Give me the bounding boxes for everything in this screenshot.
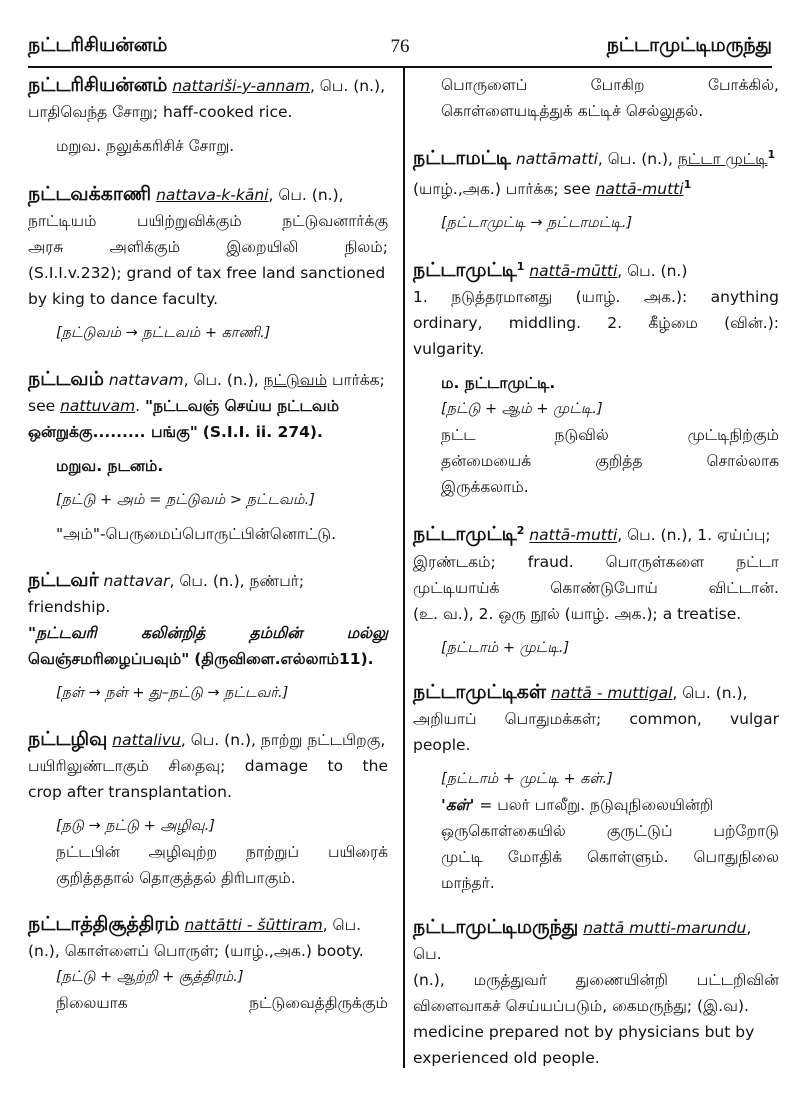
entry-nattamutti-2 <box>413 518 779 660</box>
etymology: [நட்டுவம் → நட்டவம் + காணி.] <box>56 325 271 341</box>
etymology: [நட்டு + ஆம் + முட்டி.] <box>441 401 603 418</box>
homograph-number: 1 <box>516 260 525 274</box>
headword: நட்டவக்காணி <box>28 183 152 205</box>
see-line: see nattuvam. "நட்டவஞ் செய்ய நட்டவம் <box>28 397 340 415</box>
transliteration: nattavam <box>108 371 184 389</box>
running-head-last-word: நட்டாமுட்டிமருந்து <box>606 34 772 56</box>
definition-line: பயிரிலுண்டாகும் சிதைவு; damage to the <box>28 757 388 775</box>
headword: நட்டவர் <box>28 569 99 591</box>
note-line: நட்ட நடுவில் முட்டிநிற்கும் <box>441 426 779 445</box>
etymology: [நட்டாமுட்டி → நட்டாமட்டி.] <box>441 215 633 232</box>
etymology: [நட்டு + ஆற்றி + சூத்திரம்.] <box>56 969 244 985</box>
grammar-label: , பெ. (n.), <box>309 77 386 95</box>
entry-nattavar <box>28 567 388 706</box>
see-term: nattuvam <box>60 397 136 415</box>
entry-nattamuttigal <box>413 679 779 896</box>
definition-line: முட்டியாய்க் கொண்டுபோய் விட்டான். <box>413 578 779 597</box>
running-head <box>28 24 772 64</box>
entry-line <box>28 726 388 753</box>
definition-line: by king to dance faculty. <box>28 290 219 308</box>
definition-line: ordinary, middling. 2. கீழ்மை (வின்.): <box>413 314 779 333</box>
entry-line <box>28 911 388 938</box>
definition-line: நாட்டியம் பயிற்றுவிக்கும் நட்டுவனார்க்கு <box>28 212 388 230</box>
note-line: இருக்கலாம். <box>441 478 529 497</box>
note: "அம்"-பெருமைப்பொருட்பின்னொட்டு. <box>56 525 337 543</box>
headword: நட்டாமட்டி <box>413 147 511 170</box>
left-column <box>28 72 388 1028</box>
etymology: [நட்டு + அம் = நட்டுவம் > நட்டவம்.] <box>56 492 315 508</box>
cross-reference: நட்டுவம் <box>263 371 328 389</box>
transliteration: nattāmatti <box>515 150 598 169</box>
citation: (S.I.I. ii. 274). <box>202 423 323 441</box>
headword: நட்டரிசியன்னம் <box>28 74 168 96</box>
note-line: ஒருகொள்கையில் குருட்டுப் பற்றோடு <box>441 821 779 840</box>
headword: நட்டாமுட்டி <box>413 523 517 546</box>
definition-line: experienced old people. <box>413 1048 600 1067</box>
grammar-label: , பெ. (n.), <box>268 186 344 204</box>
note-line: நட்டபின் அழிவுற்ற நாற்றுப் பயிரைக் <box>56 843 388 861</box>
entry-line <box>28 567 388 620</box>
definition: பாதிவெந்த சோறு; haff-cooked rice. <box>28 103 293 121</box>
transliteration: nattava-k-kāni <box>156 186 269 204</box>
note-line: கொள்ளையடித்துக் கட்டிச் செல்லுதல். <box>441 102 704 120</box>
etymology: [நட்டாம் + முட்டி.] <box>441 639 570 656</box>
definition-line: இரண்டகம்; fraud. பொருள்களை நட்டா <box>413 552 779 571</box>
entry-line <box>28 366 388 393</box>
citation: (திருவிளை.எல்லாம்11). <box>194 650 374 668</box>
transliteration: nattātti - šūttiram <box>184 916 323 934</box>
definition-line: அரசு அளிக்கும் இறையிலி நிலம்; <box>28 238 388 256</box>
etymology: [நடு → நட்டு + அழிவு.] <box>56 818 215 834</box>
headword: நட்டாமுட்டி <box>413 259 517 282</box>
quotation-line: "நட்டவரி கலின்றித் தம்மின் மல்லு <box>28 624 388 642</box>
entry-line <box>413 679 779 706</box>
entry-nattamutti-1 <box>413 254 779 500</box>
running-head-first-word: நட்டரிசியன்னம் <box>28 34 168 56</box>
quotation: வெஞ்சமரிழைப்பவும்" <box>28 650 190 668</box>
entry-continuation <box>413 72 779 124</box>
definition-line: (S.I.I.v.232); grand of tax free land sanctioned <box>28 264 386 282</box>
definition-line: medicine prepared not by physicians but by <box>413 1022 755 1041</box>
quotation-line <box>28 646 388 672</box>
definition-line: 1. நடுத்தரமானது (யாழ். அக.): anything <box>413 288 779 307</box>
transliteration: nattariši-y-annam <box>172 77 310 95</box>
entry-line <box>413 518 779 548</box>
cross-reference-number: 1 <box>767 148 776 161</box>
definition-line: crop after transplantation. <box>28 783 232 801</box>
variant: மறுவ. நலுக்கரிசிச் சோறு. <box>56 137 235 155</box>
definition-line: விளைவாகச் செய்யப்படும், கைமருந்து; (இ.வ). <box>413 996 749 1015</box>
grammar-label: , பெ. (n.), <box>672 683 748 702</box>
note-line: பொருளைப் போகிற போக்கில், <box>441 76 779 94</box>
headword: நட்டாத்திசூத்திரம் <box>28 913 180 935</box>
definition-line: அறியாப் பொதுமக்கள்; common, vulgar <box>413 709 779 728</box>
grammar-label: , பெ. (n.), <box>169 572 245 590</box>
entry-line <box>413 142 779 172</box>
quotation: "நட்டவஞ் செய்ய நட்டவம் <box>145 397 340 415</box>
grammar-label: , பெ. (n.) <box>617 262 688 281</box>
etymology: [நள் → நள் + து–நட்டு → நட்டவர்.] <box>56 685 289 701</box>
definition-line: நாற்று நட்டபிறகு, <box>260 731 386 749</box>
cross-reference-suffix: பார்க்க; <box>332 371 385 389</box>
headword: நட்டாமுட்டிகள் <box>413 680 546 703</box>
quotation-line <box>28 419 388 445</box>
etymology: [நட்டாம் + முட்டி + கள்.] <box>441 770 613 787</box>
see-term: nattā-mutti <box>595 180 684 199</box>
entry-nattalivu <box>28 726 388 891</box>
grammar-label: , பெ. (n.), <box>183 371 259 389</box>
headword: நட்டழிவு <box>28 728 108 750</box>
entry-nattattisuttiram <box>28 911 388 1016</box>
definition-line: people. <box>413 735 471 754</box>
see-term-number: 1 <box>683 178 692 192</box>
note-line <box>413 792 779 818</box>
see-label: (யாழ்.,அக.) பார்க்க; see <box>413 180 591 199</box>
grammar-label: , பெ. <box>322 916 362 934</box>
headword: நட்டாமுட்டிமருந்து <box>413 915 579 938</box>
transliteration: nattā-mūtti <box>529 262 618 281</box>
page-number: 76 <box>390 36 410 57</box>
definition-line: (n.), மருத்துவர் துணையின்றி பட்டறிவின் <box>413 970 779 989</box>
entry-nattavakkani <box>28 181 388 346</box>
entry-nattavam <box>28 366 388 547</box>
entry-nattamuttimarundu <box>413 914 779 1071</box>
right-column <box>413 72 779 1083</box>
note-line: குறித்ததால் தொகுத்தல் திரிபாகும். <box>56 869 296 887</box>
cross-reference: நட்டா முட்டி <box>677 150 768 169</box>
column-divider <box>403 68 405 1068</box>
transliteration: nattā mutti-marundu <box>583 918 747 937</box>
entry-line <box>413 914 779 967</box>
entry-nattarisiyannam <box>28 72 388 159</box>
transliteration: nattalivu <box>112 731 181 749</box>
variant: ம. நட்டாமுட்டி. <box>441 374 556 393</box>
note-text: = பலர் பாலீறு. நடுவுநிலையின்றி <box>479 795 714 814</box>
quotation: ஒன்றுக்கு......... பங்கு" <box>28 423 198 441</box>
entry-line <box>28 181 388 208</box>
transliteration: nattā - muttigal <box>550 683 673 702</box>
transliteration: nattavar <box>103 572 170 590</box>
headword: நட்டவம் <box>28 368 104 390</box>
definition-line: (உ. வ.), 2. ஒரு நூல் (யாழ். அக.); a treatise. <box>413 604 742 623</box>
grammar-label: , பெ. (n.), <box>180 731 256 749</box>
note-line: தன்மையைக் குறித்த சொல்லாக <box>441 452 779 471</box>
grammar-label: , பெ. (n.), <box>597 150 673 169</box>
definition: (n.), கொள்ளைப் பொருள்; (யாழ்.,அக.) booty. <box>28 942 364 960</box>
see-label: see <box>28 397 56 415</box>
grammar-label: , பெ. <box>413 918 752 963</box>
variant: மறுவ. நடனம். <box>56 457 164 475</box>
homograph-number: 2 <box>516 524 525 538</box>
entry-line <box>28 72 388 99</box>
see-line <box>413 172 779 202</box>
transliteration: nattā-mutti <box>529 526 618 545</box>
note-line: முட்டி மோதிக் கொள்ளும். பொதுநிலை <box>441 847 779 866</box>
note-line: மாந்தர். <box>441 873 495 892</box>
note-line: நிலையாக நட்டுவைத்திருக்கும் <box>56 994 388 1012</box>
definition: நண்பர்; friendship. <box>28 572 305 616</box>
definition-line: vulgarity. <box>413 340 485 359</box>
header-rule <box>28 66 772 68</box>
grammar-label: , பெ. (n.), 1. ஏய்ப்பு; <box>617 526 771 545</box>
entry-line <box>413 254 779 284</box>
entry-nattamatti <box>413 142 779 236</box>
note-term: 'கள்' <box>441 795 475 814</box>
